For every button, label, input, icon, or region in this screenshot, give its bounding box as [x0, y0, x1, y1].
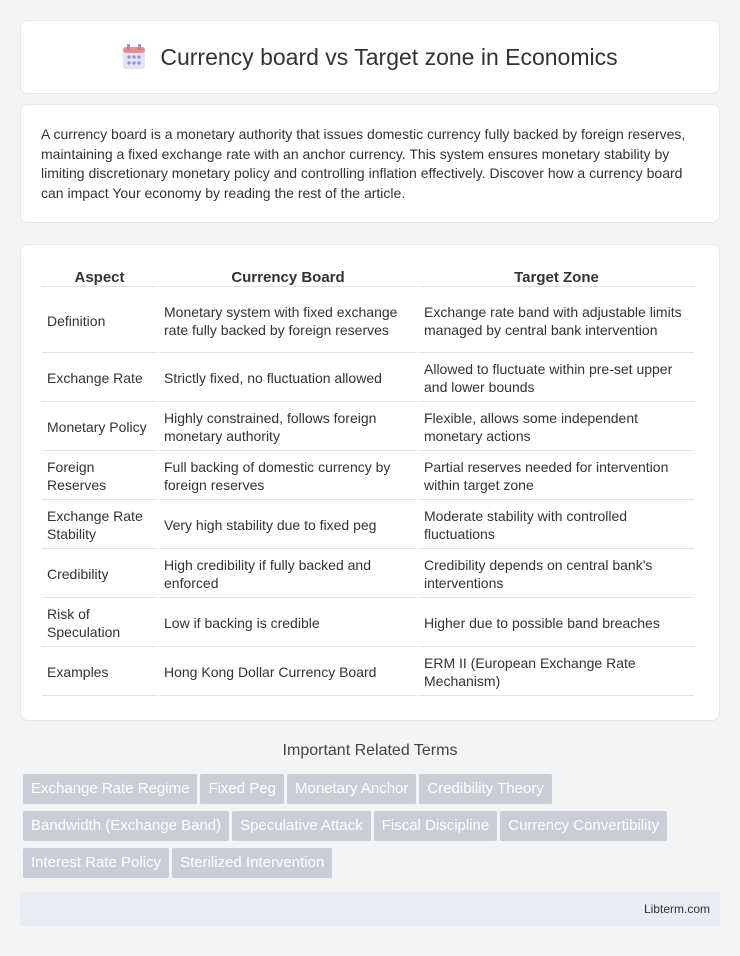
cell-currency-board: Very high stability due to fixed peg: [159, 502, 417, 549]
page-title: Currency board vs Target zone in Economics: [160, 43, 618, 70]
related-term-tag[interactable]: Credibility Theory: [419, 774, 551, 804]
cell-target-zone: Flexible, allows some independent monetary actions: [419, 404, 694, 451]
cell-aspect: Risk of Speculation: [42, 600, 157, 647]
table-row: [42, 600, 694, 647]
cell-currency-board: Low if backing is credible: [159, 600, 417, 647]
cell-target-zone: Moderate stability with controlled fluctuations: [419, 502, 694, 549]
cell-currency-board: Highly constrained, follows foreign monetary authority: [159, 404, 417, 451]
related-term-tag[interactable]: Currency Convertibility: [500, 811, 667, 841]
cell-target-zone: ERM II (European Exchange Rate Mechanism): [419, 649, 694, 696]
related-term-tag[interactable]: Speculative Attack: [232, 811, 371, 841]
table-row: [42, 355, 694, 402]
title-card: [20, 20, 720, 94]
table-row: [42, 453, 694, 500]
cell-target-zone: Allowed to fluctuate within pre-set upper and lower bounds: [419, 355, 694, 402]
comparison-card: [20, 244, 720, 721]
intro-text: A currency board is a monetary authority that issues domestic currency fully backed by foreign reserves, maintaining a fixed exchange rate with an anchor currency. This system ensures monetary stability by limiting discretionary monetary policy and controlling inflation effectively. Discover how a currency board can impact Your economy by reading the rest of the article.: [41, 126, 686, 201]
header-aspect: Aspect: [42, 267, 157, 287]
footer: [20, 892, 720, 926]
comparison-table: [40, 265, 696, 698]
cell-currency-board: Monetary system with fixed exchange rate fully backed by foreign reserves: [159, 289, 417, 353]
cell-aspect: Monetary Policy: [42, 404, 157, 451]
cell-aspect: Exchange Rate: [42, 355, 157, 402]
table-row: [42, 289, 694, 353]
related-term-tag[interactable]: Interest Rate Policy: [23, 848, 169, 878]
intro-card: [20, 104, 720, 223]
cell-target-zone: Higher due to possible band breaches: [419, 600, 694, 647]
cell-target-zone: Exchange rate band with adjustable limits managed by central bank intervention: [419, 289, 694, 353]
related-term-tag[interactable]: Bandwidth (Exchange Band): [23, 811, 229, 841]
cell-target-zone: Partial reserves needed for intervention within target zone: [419, 453, 694, 500]
header-target-zone: Target Zone: [419, 267, 694, 287]
header-currency-board: Currency Board: [159, 267, 417, 287]
cell-currency-board: High credibility if fully backed and enforced: [159, 551, 417, 598]
related-term-tag[interactable]: Exchange Rate Regime: [23, 774, 197, 804]
cell-currency-board: Strictly fixed, no fluctuation allowed: [159, 355, 417, 402]
cell-aspect: Foreign Reserves: [42, 453, 157, 500]
table-row: [42, 404, 694, 451]
related-term-tag[interactable]: Fiscal Discipline: [374, 811, 498, 841]
related-term-tag[interactable]: Fixed Peg: [200, 774, 284, 804]
footer-site-link[interactable]: Libterm.com: [643, 902, 710, 916]
table-row: [42, 649, 694, 696]
cell-target-zone: Credibility depends on central bank's interventions: [419, 551, 694, 598]
table-header-row: [42, 267, 694, 287]
related-term-tag[interactable]: Monetary Anchor: [287, 774, 416, 804]
cell-currency-board: Hong Kong Dollar Currency Board: [159, 649, 417, 696]
cell-currency-board: Full backing of domestic currency by foreign reserves: [159, 453, 417, 500]
related-terms-title: Important Related Terms: [282, 742, 458, 759]
cell-aspect: Credibility: [42, 551, 157, 598]
table-row: [42, 502, 694, 549]
calendar-icon: [122, 44, 146, 70]
related-terms-list: [23, 774, 723, 885]
table-row: [42, 551, 694, 598]
related-term-tag[interactable]: Sterilized Intervention: [172, 848, 332, 878]
cell-aspect: Examples: [42, 649, 157, 696]
cell-aspect: Definition: [42, 289, 157, 353]
cell-aspect: Exchange Rate Stability: [42, 502, 157, 549]
